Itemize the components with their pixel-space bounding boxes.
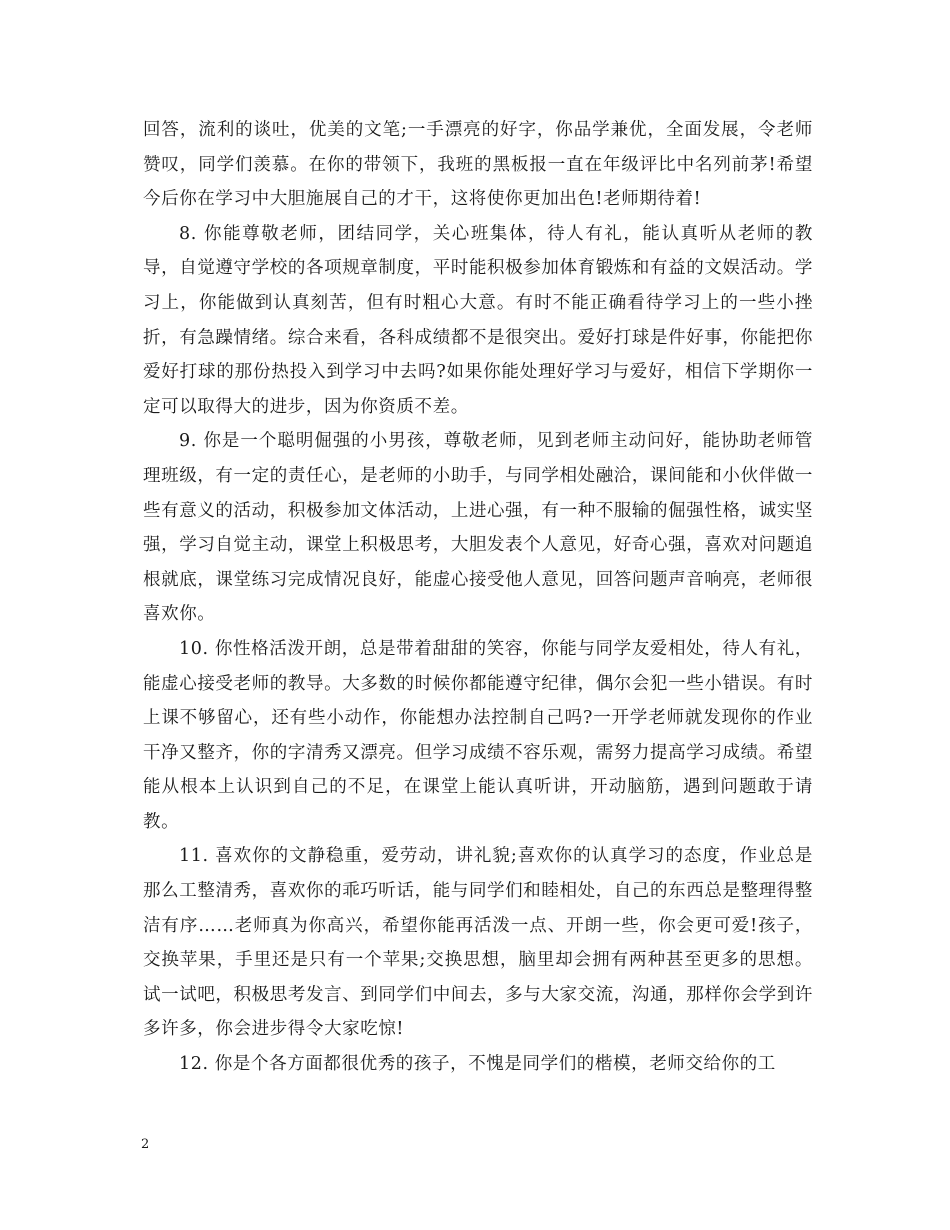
paragraph-item-12: 12. 你是个各方面都很优秀的孩子，不愧是同学们的楷模，老师交给你的工 xyxy=(179,1054,776,1075)
page-number: 2 xyxy=(141,1137,150,1152)
paragraph-item-9: 9. 你是一个聪明倔强的小男孩，尊敬老师，见到老师主动问好，能协助老师管理班级，有一定的责任心，是老师的小助手，与同学相处融洽，课间能和小伙伴做一些有意义的活动，积极参加文体活动，上进心强，有一种不服输的倔强性格，诚实坚强，学习自觉主动，课堂上积极思考，大胆发表个人意见，好奇心强，喜欢对问题追根就底，课堂练习完成情况良好，能虚心接受他人意见，回答问题声音响亮，老师很喜欢你。 xyxy=(143,431,813,625)
paragraph-continuation: 回答，流利的谈吐，优美的文笔;一手漂亮的好字，你品学兼优，全面发展，令老师赞叹，同学们羡慕。在你的带领下，我班的黑板报一直在年级评比中名列前茅!希望今后你在学习中大胆施展自己的才干，这将使你更加出色!老师期待着! xyxy=(143,120,813,210)
paragraph-item-11: 11. 喜欢你的文静稳重，爱劳动，讲礼貌;喜欢你的认真学习的态度，作业总是那么工整清秀，喜欢你的乖巧听话，能与同学们和睦相处，自己的东西总是整理得整洁有序……老师真为你高兴，希望你能再活泼一点、开朗一些，你会更可爱!孩子，交换苹果，手里还是只有一个苹果;交换思想，脑里却会拥有两种甚至更多的思想。试一试吧，积极思考发言、到同学们中间去，多与大家交流，沟通，那样你会学到许多许多，你会进步得令大家吃惊! xyxy=(143,846,813,1040)
paragraph-item-8: 8. 你能尊敬老师，团结同学，关心班集体，待人有礼，能认真听从老师的教导，自觉遵守学校的各项规章制度，平时能积极参加体育锻炼和有益的文娱活动。学习上，你能做到认真刻苦，但有时粗心大意。有时不能正确看待学习上的一些小挫折，有急躁情绪。综合来看，各科成绩都不是很突出。爱好打球是件好事，你能把你爱好打球的那份热投入到学习中去吗?如果你能处理好学习与爱好，相信下学期你一定可以取得大的进步，因为你资质不差。 xyxy=(143,223,813,417)
paragraph-item-10: 10. 你性格活泼开朗，总是带着甜甜的笑容，你能与同学友爱相处，待人有礼，能虚心接受老师的教导。大多数的时候你都能遵守纪律，偶尔会犯一些小错误。有时上课不够留心，还有些小动作，你能想办法控制自己吗?一开学老师就发现你的作业干净又整齐，你的字清秀又漂亮。但学习成绩不容乐观，需努力提高学习成绩。希望能从根本上认识到自己的不足，在课堂上能认真听讲，开动脑筋，遇到问题敢于请教。 xyxy=(143,638,813,832)
document-body xyxy=(143,113,813,1082)
